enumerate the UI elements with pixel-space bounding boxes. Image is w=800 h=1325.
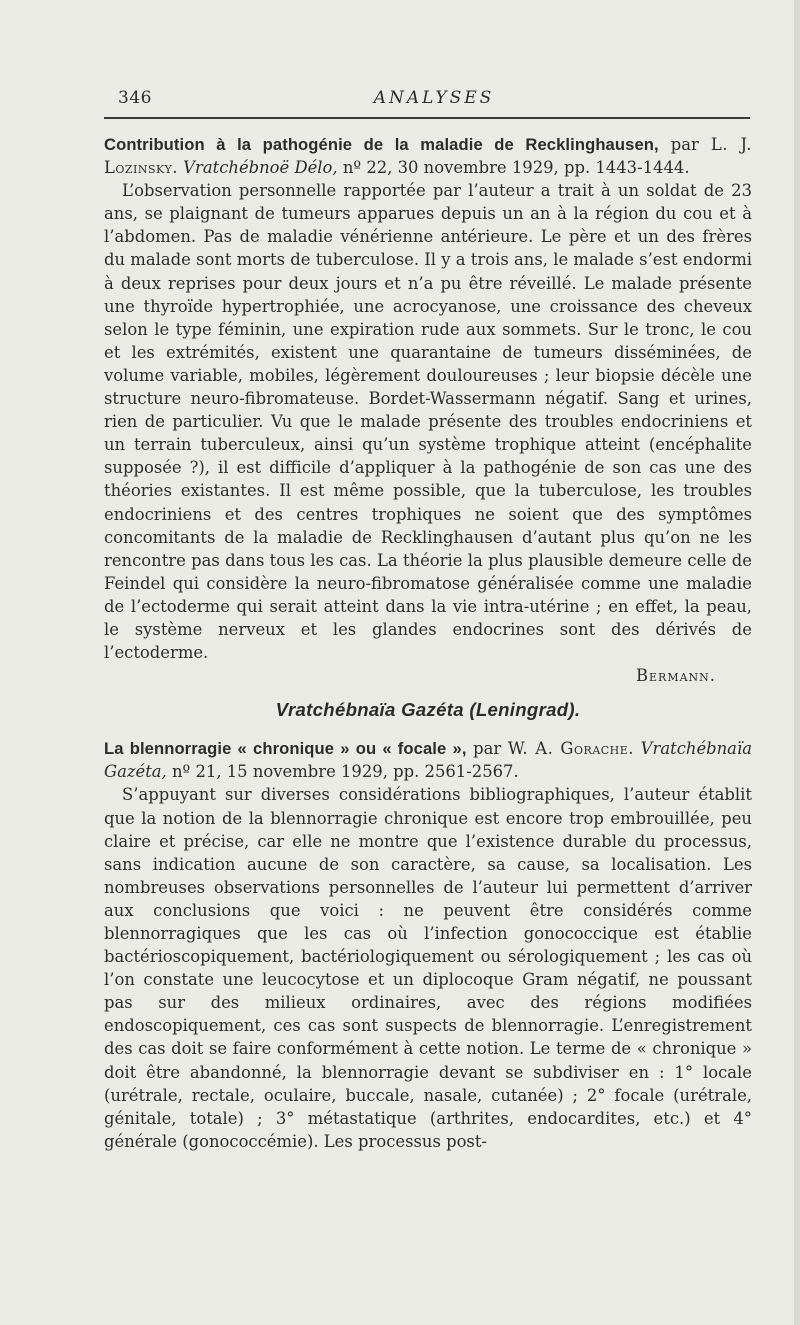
article-author: W. A. Gorache. [507, 739, 635, 759]
article-citation: nº 22, 30 novembre 1929, pp. 1443-1444. [342, 158, 690, 178]
article-journal: Vratchébnaïa Gazéta, [104, 739, 752, 782]
article-citation: nº 21, 15 novembre 1929, pp. 2561-2567. [172, 762, 519, 782]
article-author: L. J. Lozinsky. [104, 135, 752, 178]
article-journal: Vratchébnoë Délo, [183, 158, 338, 178]
article-title: Contribution à la pathogénie de la maladie de Recklinghausen, [104, 135, 659, 154]
article-body: L’observation personnelle rapportée par l’auteur a trait à un soldat de 23 ans, se plaignant de tumeurs apparues depuis un an à la région du cou et à l’abdomen. Pas de maladie vénérienne antérieure. Le père et un des frères du malade sont morts de tuberculose. Il y a trois ans, le malade s’est endormi à deux reprises pour deux jours et n’a pu être réveillé. Le malade présente une thyroïde hypertrophiée, une acrocyanose, une croissance des cheveux selon le type féminin, une expiration rude aux sommets. Sur le tronc, le cou et les extrémités, existent une quarantaine de tumeurs disséminées, de volume variable, mobiles, légèrement douloureuses ; leur biopsie décèle une structure neuro-fibromateuse. Bordet-Wassermann négatif. Sang et urines, rien de particulier. Vu que le malade présente des troubles endocriniens et un terrain tuberculeux, ainsi qu’un système trophique atteint (encéphalite supposée ?), il est difficile d’appliquer à la pathogénie de son cas une des théories existantes. Il est même possible, que la tuberculose, les troubles endocriniens et des centres trophiques ne soient que des symptômes concomitants de la maladie de Recklinghausen d’autant plus qu’on ne les rencontre pas dans tous les cas. La théorie la plus plausible demeure celle de Feindel qui considère la neuro-fibromatose généralisée comme une maladie de l’ectoderme qui serait atteint dans la vie intra-utérine ; en effet, la peau, le système nerveux et les glandes endocrines sont des dérivés de l’ectoderme. [104, 181, 752, 663]
reviewer-signature: Bermann. [635, 666, 716, 686]
article-contribution-recklinghausen [104, 133, 752, 687]
page-edge-shadow [794, 0, 800, 1325]
article-title-block [104, 737, 752, 783]
header-rule [104, 117, 750, 119]
article-by: par [670, 135, 699, 154]
page-content [104, 133, 752, 1153]
article-body: S’appuyant sur diverses considérations bibliographiques, l’auteur établit que la notion de la blennorragie chronique est encore trop embrouillée, peu claire et précise, car elle ne montre que l’existence durable du processus, sans indication aucune de son caractère, sa cause, sa localisation. Les nombreuses observations personnelles de l’auteur lui permettent d’arriver aux conclusions que voici : ne peuvent être considérés comme blennorragiques que les cas où l’infection gonococcique est établie bactérioscopiquement, bactériologiquement ou sérologiquement ; les cas où l’on constate une leucocytose et un diplocoque Gram négatif, ne poussant pas sur des milieux ordinaires, avec des régions modifiées endoscopiquement, ces cas sont suspects de blennorragie. L’enregistrement des cas doit se faire conformément à cette notion. Le terme de « chronique » doit être abandonné, la blennorragie devant se subdiviser en : 1° locale (urétrale, rectale, oculaire, buccale, nasale, cutanée) ; 2° focale (urétrale, génitale, totale) ; 3° métastatique (arthrites, endocardites, etc.) et 4° générale (gonococcémie). Les processus post- [104, 785, 752, 1151]
page-number: 346 [118, 88, 152, 108]
running-title: ANALYSES [373, 88, 495, 108]
article-title-block [104, 133, 752, 179]
article-by: par [473, 739, 502, 759]
article-blennorragie [104, 737, 752, 1153]
running-head [118, 88, 750, 114]
journal-section-heading: Vratchébnaïa Gazéta (Leningrad). [275, 699, 581, 721]
article-title: La blennorragie « chronique » ou « focale », [104, 739, 467, 759]
